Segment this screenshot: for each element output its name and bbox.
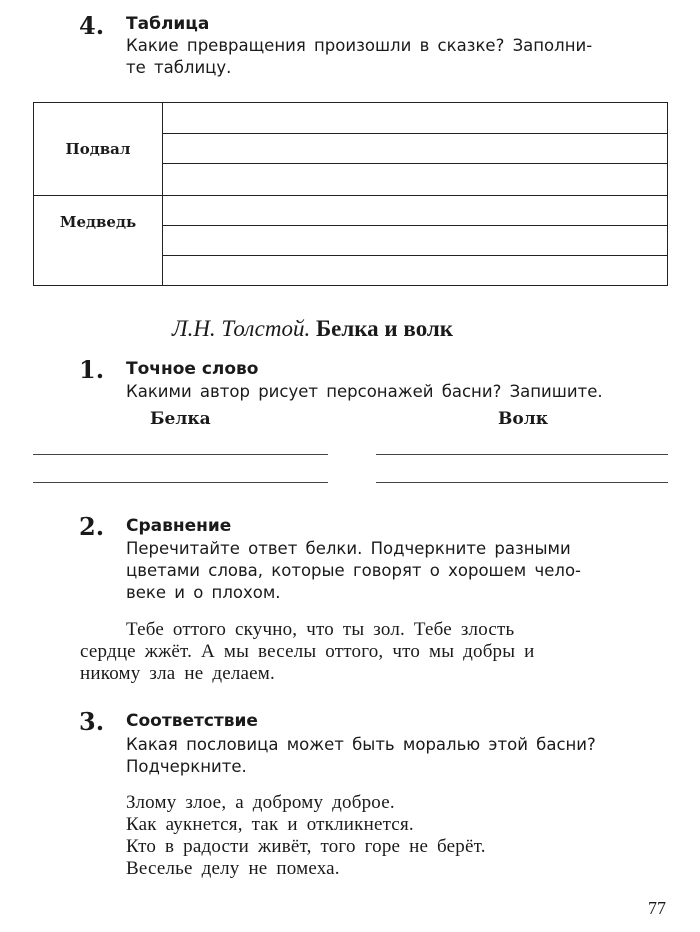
answer-line[interactable] <box>376 454 668 455</box>
proverb-4[interactable]: Веселье делу не помеха. <box>126 858 340 879</box>
answer-line[interactable] <box>376 482 668 483</box>
task-2-title: Сравнение <box>126 516 232 536</box>
proverb-2[interactable]: Как аукнется, так и откликнется. <box>126 814 414 835</box>
answer-line[interactable] <box>163 225 667 226</box>
task-4-instruction-line-2: те таблицу. <box>126 58 232 77</box>
task-4-number: 4. <box>79 11 105 40</box>
answer-line[interactable] <box>163 163 667 164</box>
transformations-table <box>33 102 668 286</box>
task-3-title: Соответствие <box>126 711 258 731</box>
proverb-3[interactable]: Кто в радости живёт, того горе не берёт. <box>126 836 486 857</box>
task-3-number: 3. <box>79 707 105 736</box>
task-3-instruction-line-2: Подчеркните. <box>126 757 247 776</box>
story-author: Л.Н. Толстой. <box>172 316 311 341</box>
table-column-divider <box>162 103 163 285</box>
story-title: Белка и волк <box>315 316 454 341</box>
quote-line-1: Тебе оттого скучно, что ты зол. Тебе злость <box>126 619 515 640</box>
row-label-podval: Подвал <box>65 140 131 158</box>
page-number: 77 <box>648 898 666 918</box>
task-2-instruction-line-3: веке и о плохом. <box>126 583 281 602</box>
column-label-volk: Волк <box>498 409 548 429</box>
task-4-instruction-line-1: Какие превращения произошли в сказке? Заполни- <box>126 36 593 55</box>
story-heading <box>172 317 453 340</box>
row-label-medved: Медведь <box>59 213 137 231</box>
task-2-number: 2. <box>79 512 105 541</box>
quote-line-3: никому зла не делаем. <box>80 663 275 684</box>
task-3-instruction-line-1: Какая пословица может быть моралью этой басни? <box>126 735 596 754</box>
task-1-title: Точное слово <box>126 359 259 379</box>
quote-line-2: сердце жжёт. А мы веселы оттого, что мы добры и <box>80 641 535 662</box>
answer-line[interactable] <box>33 454 328 455</box>
task-1-number: 1. <box>79 355 105 384</box>
task-2-instruction-line-2: цветами слова, которые говорят о хорошем чело- <box>126 561 581 580</box>
task-2-instruction-line-1: Перечитайте ответ белки. Подчеркните разными <box>126 539 571 558</box>
answer-line[interactable] <box>163 255 667 256</box>
proverb-1[interactable]: Злому злое, а доброму доброе. <box>126 792 395 813</box>
task-1-instruction: Какими автор рисует персонажей басни? Запишите. <box>126 382 603 401</box>
answer-line[interactable] <box>33 482 328 483</box>
table-row-divider <box>34 195 667 196</box>
answer-line[interactable] <box>163 133 667 134</box>
task-4-title: Таблица <box>126 14 210 34</box>
column-label-belka: Белка <box>150 409 211 429</box>
